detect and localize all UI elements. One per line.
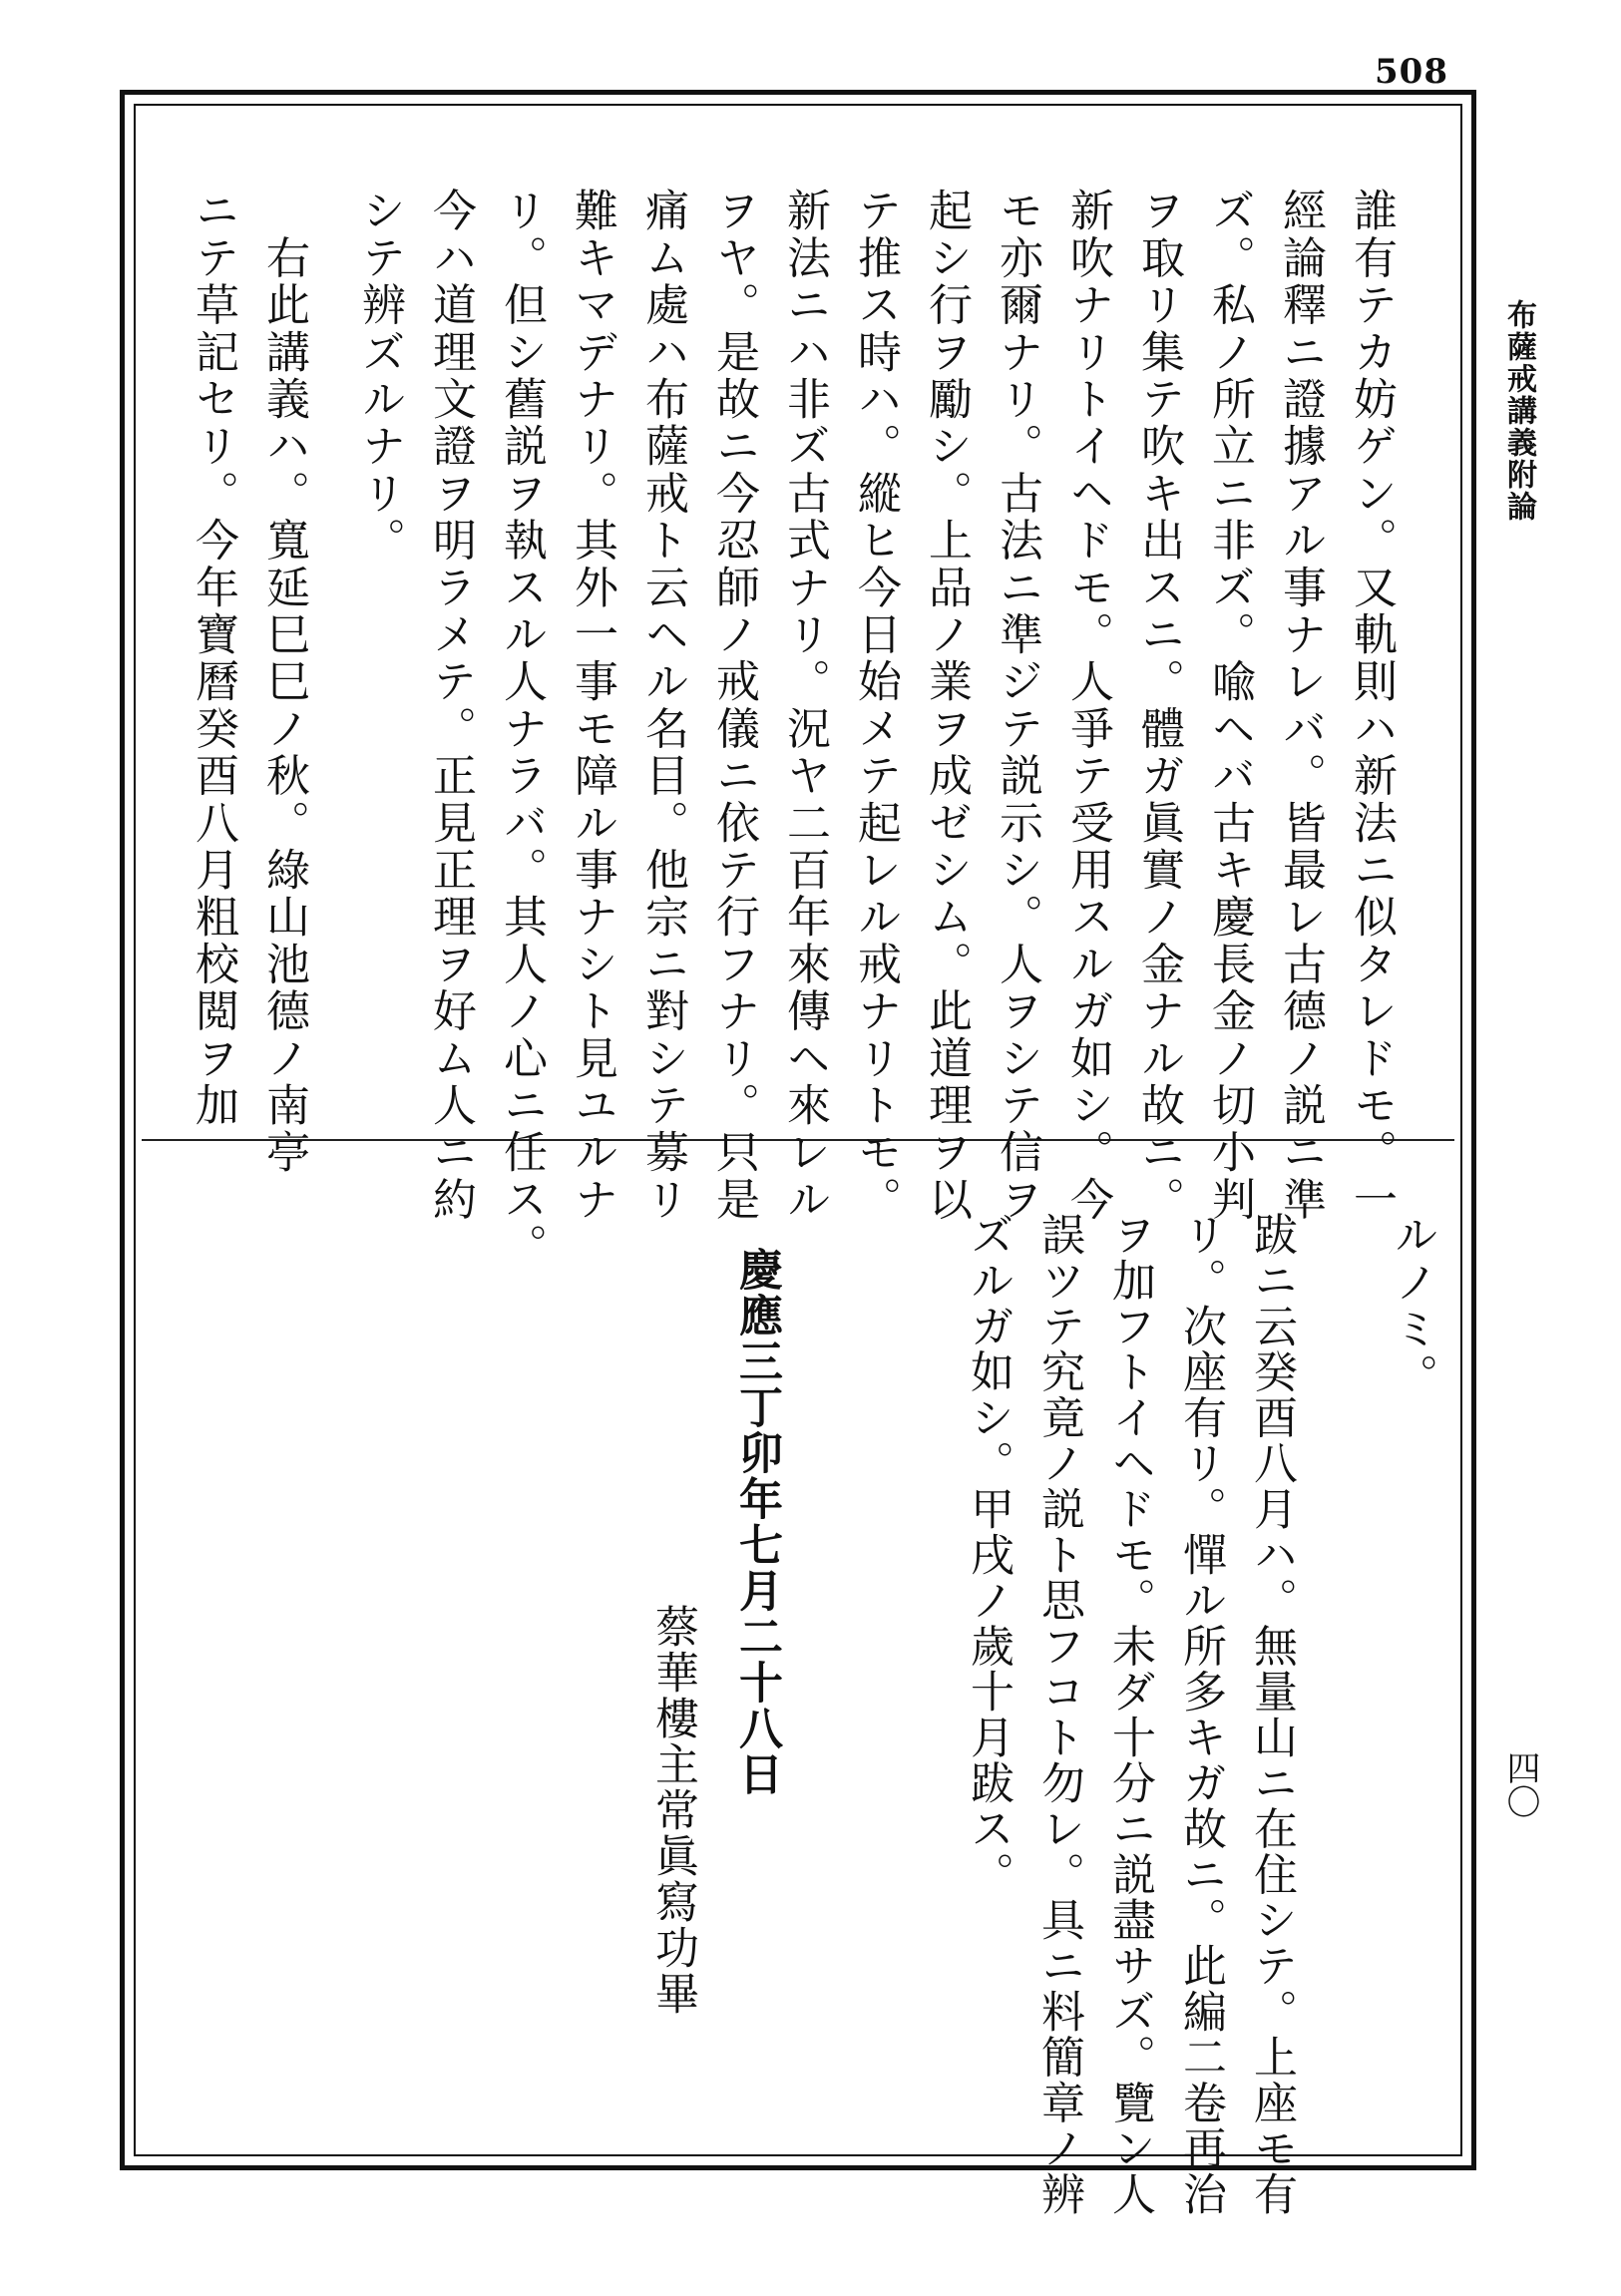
colophon-signature: 蔡華樓主常眞寫功畢 (647, 1604, 698, 2017)
text-column: ズ。私ノ所立ニ非ズ。喩ヘバ古キ慶長金ノ切小判 (1204, 188, 1255, 1224)
running-head: 布薩戒講義附論 (1501, 299, 1536, 523)
text-column: ルノミ。 (1387, 1212, 1437, 1400)
colophon-date: 慶應三丁卯年七月二十八日 (731, 1247, 782, 1797)
text-column: 誰有テカ妨ゲン。又軌則ハ新法ニ似タレドモ。一 (1346, 188, 1397, 1224)
text-column: 新法ニハ非ズ古式ナリ。況ヤ二百年來傳ヘ來レル (779, 188, 830, 1224)
text-column: 新吹ナリトイヘドモ。人爭テ受用スルガ如シ。今 (1062, 188, 1113, 1224)
text-column: 今ハ道理文證ヲ明ラメテ。正見正理ヲ好ム人ニ約 (425, 188, 476, 1224)
page-number: 508 (1375, 52, 1448, 92)
text-column: テ推ス時ハ。縱ヒ今日始メテ起レル戒ナリトモ。 (850, 188, 901, 1224)
text-column: ズルガ如シ。甲戌ノ歲十月跋ス。 (963, 1212, 1013, 1897)
text-column: シテ辨ズルナリ。 (354, 188, 405, 565)
text-column: ヲヤ。是故ニ今忍師ノ戒儀ニ依テ行フナリ。只是 (708, 188, 759, 1224)
text-column: モ亦爾ナリ。古法ニ準ジテ説示シ。人ヲシテ信ヲ (992, 188, 1042, 1224)
folio-number: 四〇 (1500, 1750, 1540, 1818)
text-column: 經論釋ニ證據アル事ナレバ。皆最レ古德ノ説ニ準 (1275, 188, 1326, 1224)
text-column: 痛ム處ハ布薩戒ト云ヘル名目。他宗ニ對シテ募リ (637, 188, 688, 1224)
text-column: ニテ草記セリ。今年寶曆癸酉八月粗校閲ヲ加 (188, 188, 238, 1129)
text-column: 跋ニ云癸酉八月ハ。無量山ニ在住シテ。上座モ有 (1246, 1212, 1297, 2217)
text-column: 難キマデナリ。其外一事モ障ル事ナシト見ユルナ (567, 188, 617, 1224)
text-column: リ。但シ舊説ヲ執スル人ナラバ。其人ノ心ニ任ス。 (496, 188, 547, 1271)
text-column: 起シ行ヲ勵シ。上品ノ業ヲ成ゼシム。此道理ヲ以 (921, 188, 972, 1224)
text-column: リ。次座有リ。憚ル所多キガ故ニ。此編二卷再治 (1175, 1212, 1226, 2217)
text-column: 右此講義ハ。寬延巳巳ノ秋。綠山池德ノ南亭 (258, 188, 309, 1177)
text-column: ヲ加フトイヘドモ。未ダ十分ニ説盡サズ。覽ン人 (1104, 1212, 1155, 2217)
text-column: 誤ツテ究竟ノ説ト思フコト勿レ。具ニ料簡章ノ辨 (1033, 1212, 1084, 2217)
text-column: ヲ取リ集テ吹キ出スニ。體ガ眞實ノ金ナル故ニ。 (1133, 188, 1184, 1224)
